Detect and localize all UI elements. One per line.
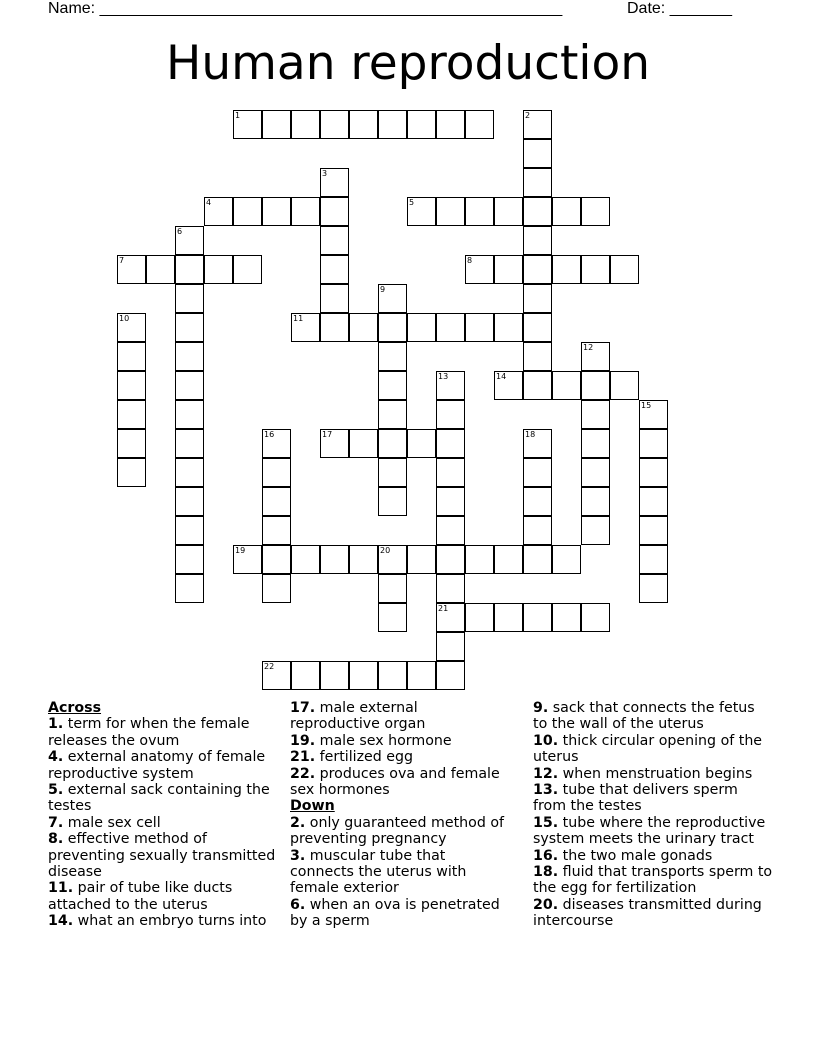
grid-cell[interactable] — [494, 255, 523, 284]
clue-number: 4 — [206, 198, 212, 207]
grid-cell[interactable] — [117, 400, 146, 429]
grid-cell[interactable] — [407, 429, 436, 458]
grid-cell[interactable] — [407, 313, 436, 342]
grid-cell[interactable] — [175, 342, 204, 371]
grid-cell[interactable] — [523, 284, 552, 313]
grid-cell[interactable] — [320, 197, 349, 226]
grid-cell[interactable] — [204, 255, 233, 284]
grid-cell[interactable] — [146, 255, 175, 284]
clue-number: 21 — [438, 604, 449, 613]
grid-cell[interactable] — [465, 545, 494, 574]
grid-cell[interactable] — [523, 487, 552, 516]
clue-across-19: 19. male sex hormone — [290, 732, 452, 749]
grid-cell[interactable] — [436, 487, 465, 516]
clue-down-13: 13. tube that delivers sperm from the testes — [533, 782, 738, 815]
clue-across-11: 11. pair of tube like ducts attached to the uterus — [48, 880, 233, 913]
clue-down-6: 6. when an ova is penetrated by a sperm — [290, 896, 500, 930]
clue-number: 13 — [438, 372, 449, 381]
clue-number: 10 — [119, 314, 130, 323]
grid-cell[interactable] — [523, 255, 552, 284]
grid-cell[interactable] — [581, 458, 610, 487]
grid-cell[interactable] — [291, 313, 320, 342]
grid-cell[interactable] — [320, 110, 349, 139]
clue-down-9: 9. sack that connects the fetus to the wall of the uterus — [533, 700, 755, 733]
date-field-label: Date: _______ — [627, 0, 732, 17]
grid-cell[interactable] — [465, 603, 494, 632]
clue-across-21: 21. fertilized egg — [290, 749, 414, 766]
clue-number: 5 — [409, 198, 415, 207]
grid-cell[interactable] — [175, 458, 204, 487]
grid-cell[interactable] — [291, 197, 320, 226]
grid-cell[interactable] — [320, 313, 349, 342]
grid-cell[interactable] — [320, 429, 349, 458]
clue-number: 1 — [235, 111, 241, 120]
grid-cell[interactable] — [639, 545, 668, 574]
grid-cell[interactable] — [262, 487, 291, 516]
grid-cell[interactable] — [175, 516, 204, 545]
clue-across-7: 7. male sex cell — [48, 814, 161, 831]
clue-across-22: 22. produces ova and female sex hormones — [290, 765, 500, 799]
grid-cell[interactable] — [552, 603, 581, 632]
grid-cell[interactable] — [494, 371, 523, 400]
grid-cell[interactable] — [494, 545, 523, 574]
clue-number: 3 — [322, 169, 328, 178]
clue-number: 20 — [380, 546, 391, 555]
grid-cell[interactable] — [436, 574, 465, 603]
grid-cell[interactable] — [175, 371, 204, 400]
clue-column-3 — [533, 700, 773, 930]
clue-across-5: 5. external sack containing the testes — [48, 782, 270, 815]
grid-cell[interactable] — [117, 429, 146, 458]
grid-cell[interactable] — [378, 603, 407, 632]
grid-cell[interactable] — [436, 313, 465, 342]
grid-cell[interactable] — [320, 661, 349, 690]
grid-cell[interactable] — [523, 603, 552, 632]
clue-number: 2 — [525, 111, 531, 120]
grid-cell[interactable] — [523, 139, 552, 168]
grid-cell[interactable] — [378, 371, 407, 400]
grid-cell[interactable] — [581, 516, 610, 545]
grid-cell[interactable] — [581, 342, 610, 371]
page-title: Human reproduction — [165, 36, 651, 91]
down-heading: Down — [290, 798, 335, 815]
clue-number: 17 — [322, 430, 333, 439]
grid-cell[interactable] — [581, 603, 610, 632]
grid-cell[interactable] — [407, 545, 436, 574]
grid-cell[interactable] — [378, 661, 407, 690]
grid-cell[interactable] — [523, 226, 552, 255]
grid-cell[interactable] — [349, 661, 378, 690]
grid-cell[interactable] — [349, 313, 378, 342]
clue-number: 8 — [467, 256, 473, 265]
grid-cell[interactable] — [523, 429, 552, 458]
grid-cell[interactable] — [610, 371, 639, 400]
grid-cell[interactable] — [378, 313, 407, 342]
grid-cell[interactable] — [523, 545, 552, 574]
grid-cell[interactable] — [117, 313, 146, 342]
grid-cell[interactable] — [320, 284, 349, 313]
grid-cell[interactable] — [175, 545, 204, 574]
grid-cell[interactable] — [175, 487, 204, 516]
grid-cell[interactable] — [378, 545, 407, 574]
name-field-label: Name: ____________________________________________________ — [48, 0, 563, 17]
grid-cell[interactable] — [349, 545, 378, 574]
grid-cell[interactable] — [581, 487, 610, 516]
grid-cell[interactable] — [552, 371, 581, 400]
grid-cell[interactable] — [523, 371, 552, 400]
across-heading: Across — [48, 700, 102, 716]
clue-column-1 — [48, 700, 284, 930]
grid-cell[interactable] — [407, 110, 436, 139]
grid-cell[interactable] — [639, 458, 668, 487]
grid-cell[interactable] — [117, 458, 146, 487]
clue-across-14: 14. what an embryo turns into — [48, 913, 267, 930]
grid-cell[interactable] — [233, 545, 262, 574]
grid-cell[interactable] — [436, 371, 465, 400]
clue-across-4: 4. external anatomy of female reproductive system — [48, 749, 266, 782]
grid-cell[interactable] — [494, 603, 523, 632]
grid-cell[interactable] — [494, 197, 523, 226]
grid-cell[interactable] — [320, 545, 349, 574]
grid-cell[interactable] — [523, 168, 552, 197]
grid-cell[interactable] — [407, 661, 436, 690]
grid-cell[interactable] — [436, 197, 465, 226]
clue-down-12: 12. when menstruation begins — [533, 765, 753, 782]
clue-number: 11 — [293, 314, 304, 323]
grid-cell[interactable] — [436, 110, 465, 139]
grid-cell[interactable] — [378, 429, 407, 458]
clue-number: 12 — [583, 343, 594, 352]
grid-cell[interactable] — [291, 110, 320, 139]
grid-cell[interactable] — [262, 661, 291, 690]
grid-cell[interactable] — [639, 516, 668, 545]
grid-cell[interactable] — [378, 458, 407, 487]
grid-cell[interactable] — [233, 255, 262, 284]
grid-cell[interactable] — [581, 255, 610, 284]
grid-cell[interactable] — [320, 255, 349, 284]
grid-cell[interactable] — [378, 400, 407, 429]
grid-cell[interactable] — [552, 197, 581, 226]
grid-cell[interactable] — [378, 110, 407, 139]
clue-number: 14 — [496, 372, 507, 381]
grid-cell[interactable] — [639, 574, 668, 603]
grid-cell[interactable] — [233, 110, 262, 139]
grid-cell[interactable] — [378, 574, 407, 603]
grid-cell[interactable] — [523, 342, 552, 371]
clue-number: 15 — [641, 401, 652, 410]
grid-cell[interactable] — [436, 603, 465, 632]
grid-cell[interactable] — [175, 226, 204, 255]
grid-cell[interactable] — [117, 371, 146, 400]
grid-cell[interactable] — [175, 429, 204, 458]
grid-cell[interactable] — [175, 400, 204, 429]
grid-cell[interactable] — [378, 487, 407, 516]
clue-number: 18 — [525, 430, 536, 439]
grid-cell[interactable] — [262, 516, 291, 545]
grid-cell[interactable] — [378, 284, 407, 313]
grid-cell[interactable] — [349, 110, 378, 139]
grid-cell[interactable] — [262, 197, 291, 226]
grid-cell[interactable] — [262, 110, 291, 139]
grid-cell[interactable] — [581, 429, 610, 458]
grid-cell[interactable] — [320, 226, 349, 255]
grid-cell[interactable] — [262, 574, 291, 603]
grid-cell[interactable] — [175, 255, 204, 284]
grid-cell[interactable] — [494, 313, 523, 342]
grid-cell[interactable] — [175, 284, 204, 313]
clue-down-16: 16. the two male gonads — [533, 847, 713, 864]
grid-cell[interactable] — [552, 255, 581, 284]
clue-across-17: 17. male external reproductive organ — [290, 700, 426, 733]
clue-down-20: 20. diseases transmitted during intercourse — [533, 896, 762, 930]
grid-cell[interactable] — [378, 342, 407, 371]
grid-cell[interactable] — [117, 255, 146, 284]
grid-cell[interactable] — [639, 429, 668, 458]
grid-cell[interactable] — [436, 458, 465, 487]
clue-across-1: 1. term for when the female releases the ovum — [48, 716, 250, 749]
grid-cell[interactable] — [262, 545, 291, 574]
grid-cell[interactable] — [233, 197, 262, 226]
grid-cell[interactable] — [581, 197, 610, 226]
grid-cell[interactable] — [291, 661, 320, 690]
grid-cell[interactable] — [436, 632, 465, 661]
grid-cell[interactable] — [523, 516, 552, 545]
grid-cell[interactable] — [523, 110, 552, 139]
clue-number: 19 — [235, 546, 246, 555]
grid-cell[interactable] — [349, 429, 378, 458]
grid-cell[interactable] — [436, 516, 465, 545]
clue-down-18: 18. fluid that transports sperm to the egg for fertilization — [533, 864, 773, 897]
clue-column-2 — [290, 700, 512, 930]
clue-down-3: 3. muscular tube that connects the uterus with female exterior — [290, 847, 467, 897]
grid-cell[interactable] — [320, 168, 349, 197]
grid-cell[interactable] — [436, 400, 465, 429]
grid-cell[interactable] — [465, 255, 494, 284]
clue-number: 22 — [264, 662, 275, 671]
grid-cell[interactable] — [523, 197, 552, 226]
grid-cell[interactable] — [175, 313, 204, 342]
grid-cell[interactable] — [407, 197, 436, 226]
clue-across-8: 8. effective method of preventing sexually transmitted disease — [48, 831, 276, 881]
grid-cell[interactable] — [523, 313, 552, 342]
grid-cell[interactable] — [204, 197, 233, 226]
grid-cell[interactable] — [639, 487, 668, 516]
grid-cell[interactable] — [610, 255, 639, 284]
clue-down-15: 15. tube where the reproductive system meets the urinary tract — [533, 814, 766, 848]
clue-number: 7 — [119, 256, 125, 265]
grid-cell[interactable] — [523, 458, 552, 487]
grid-cell[interactable] — [552, 545, 581, 574]
grid-cell[interactable] — [436, 545, 465, 574]
grid-cell[interactable] — [465, 197, 494, 226]
grid-cell[interactable] — [262, 429, 291, 458]
clue-down-2: 2. only guaranteed method of preventing pregnancy — [290, 814, 505, 848]
grid-cell[interactable] — [291, 545, 320, 574]
grid-cell[interactable] — [436, 429, 465, 458]
clue-down-10: 10. thick circular opening of the uterus — [533, 732, 763, 766]
grid-cell[interactable] — [262, 458, 291, 487]
grid-cell[interactable] — [581, 400, 610, 429]
grid-cell[interactable] — [465, 313, 494, 342]
grid-cell[interactable] — [436, 661, 465, 690]
grid-cell[interactable] — [581, 371, 610, 400]
grid-cell[interactable] — [639, 400, 668, 429]
grid-cell[interactable] — [465, 110, 494, 139]
grid-cell[interactable] — [175, 574, 204, 603]
clue-number: 16 — [264, 430, 275, 439]
clue-number: 6 — [177, 227, 183, 236]
grid-cell[interactable] — [117, 342, 146, 371]
clue-number: 9 — [380, 285, 386, 294]
